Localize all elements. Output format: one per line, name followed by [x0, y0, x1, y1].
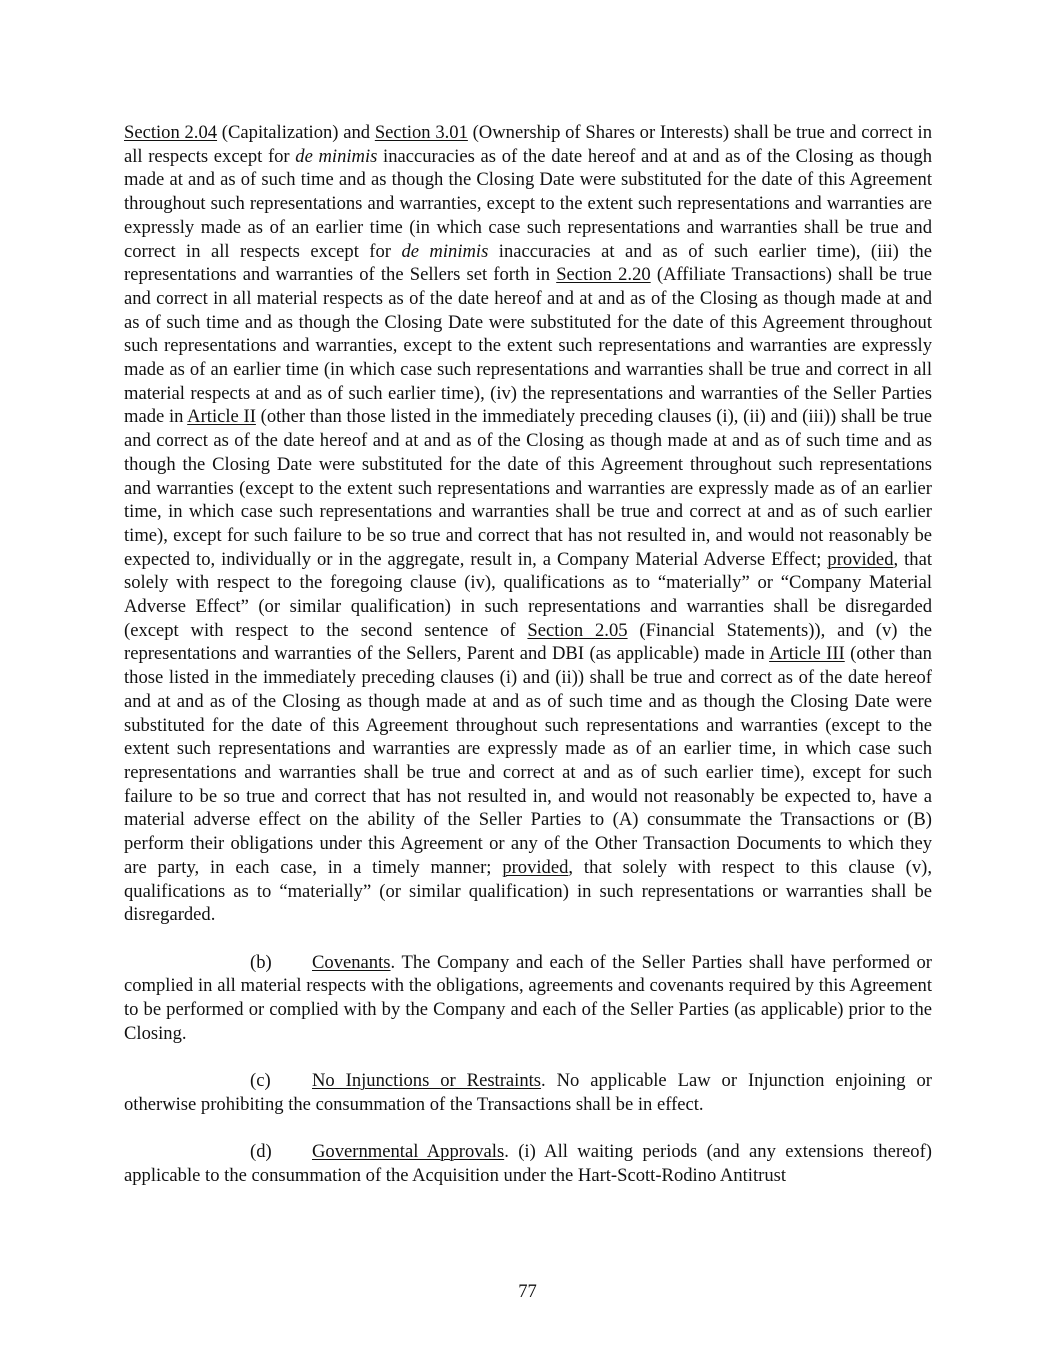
cross-reference: Article III — [769, 643, 845, 665]
section-heading: No Injunctions or Restraints — [312, 1070, 542, 1092]
section-heading: Governmental Approvals — [312, 1141, 505, 1163]
page-number: 77 — [518, 1281, 537, 1302]
paragraph-text: (Ownership of Shares or Interests) shall be true and correct in all respects except for — [124, 122, 933, 167]
cross-reference: Section 2.20 — [556, 264, 651, 286]
paragraph-text: , that solely with respect to the foregoing clause (iv), qualifications as to “materially” or “Company Material Adverse Effect” (or similar qualification) in such representations and warranties shall be disregarded (except with respect to the second sentence of — [124, 548, 933, 641]
paragraph-text: (Financial Statements)), and (v) the representations and warranties of the Sellers, Parent and DBI (as applicable) made in — [124, 619, 932, 665]
section-label: (d) — [250, 1141, 272, 1163]
section-label: (c) — [250, 1070, 271, 1092]
cross-reference: Section 2.04 — [124, 122, 218, 143]
cross-reference: Section 2.05 — [527, 619, 628, 641]
paragraph-text: inaccuracies at and as of such earlier time), (iii) the representations and warranties of the Sellers set forth in — [124, 240, 932, 286]
cross-reference: provided — [502, 856, 569, 878]
section-heading: Covenants — [312, 951, 391, 973]
document-page — [124, 121, 932, 1188]
continuation-paragraph — [124, 121, 932, 927]
section-d-paragraph — [124, 1140, 932, 1187]
cross-reference: provided — [827, 548, 894, 570]
section-c-paragraph — [124, 1069, 932, 1116]
section-body: . No applicable Law or Injunction enjoining or otherwise prohibiting the consummation of the Transactions shall be in effect. — [124, 1070, 932, 1115]
section-body: . The Company and each of the Seller Parties shall have performed or complied in all material respects with the obligations, agreements and covenants required by this Agreement to be performed or complied with by the Company and each of the Seller Parties (as applicable) prior to the Closing. — [124, 951, 932, 1044]
paragraph-text: , that solely with respect to this clause (v), qualifications as to “materially” (or similar qualification) in such representations or warranties shall be disregarded. — [124, 856, 932, 926]
italic-term: de minimis — [295, 145, 378, 167]
paragraph-text: (Capitalization) and — [217, 122, 375, 143]
italic-term: de minimis — [401, 240, 489, 262]
cross-reference: Section 3.01 — [374, 122, 468, 143]
paragraph-text: (other than those listed in the immediately preceding clauses (i), (ii) and (iii)) shall be true and correct as of the date hereof and at and as of the Closing as though made at and as of such time and as though the Closing Date were substituted for the date of this Agreement throughout such representations and warranties (except to the extent such representations and warranties are expressly made as of an earlier time, in which case such representations and warranties shall be true and correct at and as of such earlier time), except for such failure to be so true and correct that has not resulted in, and would not reasonably be expected to, individually or in the aggregate, result in, a Company Material Adverse Effect; — [124, 406, 933, 570]
section-b-paragraph — [124, 951, 932, 1046]
paragraph-text: (other than those listed in the immediately preceding clauses (i) and (ii)) shall be true and correct as of the date hereof and at and as of the Closing as though made at and as of such time and as though the Closing Date were substituted for the date of this Agreement throughout such representations and warranties (except to the extent such representations and warranties are expressly made as of an earlier time, in which case such representations and warranties shall be true and correct at and as of such earlier time), except for such failure to be so true and correct that has not resulted in, and would not reasonably be expected to, have a material adverse effect on the ability of the Seller Parties to (A) consummate the Transactions or (B) perform their obligations under this Agreement or any of the Other Transaction Documents to which they are party, in each case, in a timely manner; — [124, 643, 932, 878]
paragraph-text: inaccuracies as of the date hereof and at and as of the Closing as though made at and as of such time and as though the Closing Date were substituted for the date of this Agreement throughout such representations and warranties, except to the extent such representations and warranties are expressly made as of an earlier time (in which case such representations and warranties shall be true and correct in all respects except for — [124, 145, 932, 262]
cross-reference: Article II — [187, 406, 256, 428]
section-label: (b) — [250, 951, 272, 973]
section-body: . (i) All waiting periods (and any extensions thereof) applicable to the consummation of the Acquisition under the Hart-Scott-Rodino Antitrust — [124, 1141, 932, 1186]
paragraph-text: (Affiliate Transactions) shall be true and correct in all material respects as of the date hereof and at and as of the Closing as though made at and as of such time and as though the Closing Date were substituted for the date of this Agreement throughout such representations and warranties, except to the extent such representations and warranties are expressly made as of an earlier time (in which case such representations and warranties shall be true and correct in all material respects at and as of such earlier time), (iv) the representations and warranties of the Seller Parties made in — [124, 264, 933, 428]
